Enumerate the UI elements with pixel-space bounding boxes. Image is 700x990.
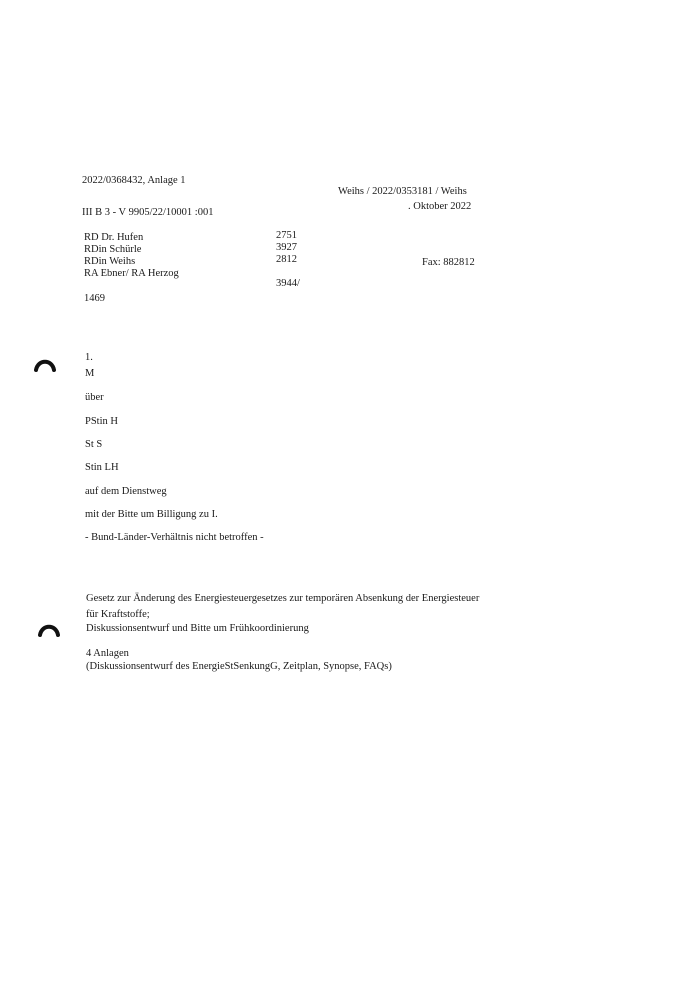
routing-line: Stin LH <box>85 462 119 473</box>
contact-phone: 2751 <box>276 230 297 241</box>
subject-line: Diskussionsentwurf und Bitte um Frühkoordinierung <box>86 623 309 634</box>
attachments-count: 4 Anlagen <box>86 648 129 659</box>
contact-extra-phone: 1469 <box>84 293 105 304</box>
reference-attachment: 2022/0368432, Anlage 1 <box>82 175 186 186</box>
document-date: . Oktober 2022 <box>408 201 472 212</box>
fax-number: Fax: 882812 <box>422 257 475 268</box>
routing-note: - Bund-Länder-Verhältnis nicht betroffen - <box>85 532 264 543</box>
contact-name: RA Ebner/ RA Herzog <box>84 268 179 279</box>
subject-line: für Kraftstoffe; <box>86 609 150 620</box>
reference-right: Weihs / 2022/0353181 / Weihs <box>338 186 467 197</box>
subject-line: Gesetz zur Änderung des Energiesteuergesetzes zur temporären Absenkung der Energiesteuer <box>86 593 480 604</box>
routing-line: PStin H <box>85 416 118 427</box>
routing-line: über <box>85 392 104 403</box>
routing-line: mit der Bitte um Billigung zu I. <box>85 509 218 520</box>
item-number: 1. <box>85 352 93 363</box>
punch-hole-mark-icon <box>38 620 60 638</box>
routing-line: auf dem Dienstweg <box>85 486 167 497</box>
routing-line: M <box>85 368 95 379</box>
punch-hole-mark-icon <box>34 355 56 373</box>
contact-name: RDin Weihs <box>84 256 136 267</box>
contact-phone: 2812 <box>276 254 297 265</box>
attachments-list: (Diskussionsentwurf des EnergieStSenkungG, Zeitplan, Synopse, FAQs) <box>86 661 392 672</box>
contact-phone: 3927 <box>276 242 297 253</box>
contact-name: RD Dr. Hufen <box>84 232 144 243</box>
routing-line: St S <box>85 439 103 450</box>
contact-phone: 3944/ <box>276 278 300 289</box>
file-number: III B 3 - V 9905/22/10001 :001 <box>82 207 214 218</box>
contact-name: RDin Schürle <box>84 244 142 255</box>
